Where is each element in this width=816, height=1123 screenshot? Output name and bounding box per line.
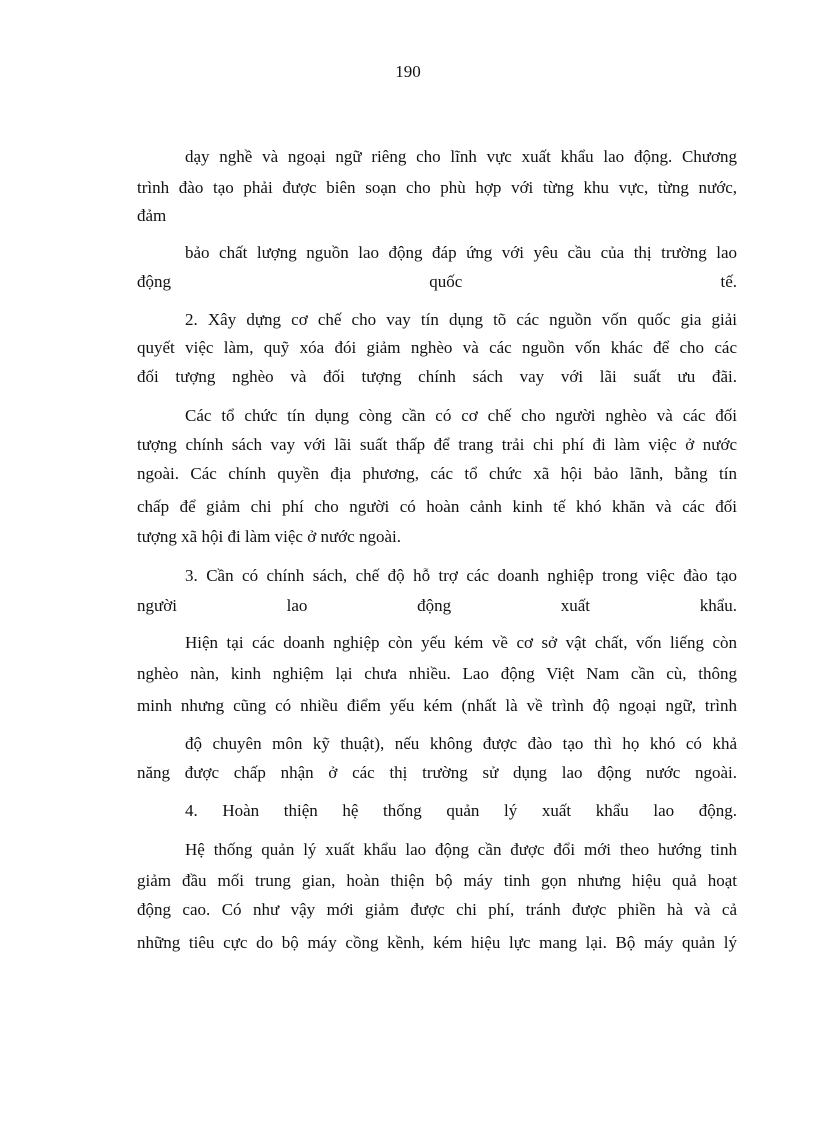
text-line: chấp để giảm chi phí cho người có hoàn cảnh kinh tế khó khăn và các đối: [137, 497, 737, 516]
text-line: dạy nghề và ngoại ngữ riêng cho lĩnh vực xuất khẩu lao động. Chương: [185, 147, 737, 166]
text-line: đối tượng nghèo và đối tượng chính sách vay với lãi suất ưu đãi.: [137, 367, 737, 386]
text-line: 2. Xây dựng cơ chế cho vay tín dụng tõ các nguồn vốn quốc gia giải: [185, 310, 737, 329]
text-line: ngoài. Các chính quyền địa phương, các tổ chức xã hội bảo lãnh, bằng tín: [137, 464, 737, 483]
text-line: động cao. Có như vậy mới giảm được chi phí, tránh được phiền hà và cả: [137, 900, 737, 919]
text-line: 3. Cần có chính sách, chế độ hỗ trợ các doanh nghiệp trong việc đào tạo: [185, 566, 737, 585]
text-line: năng được chấp nhận ở các thị trường sử dụng lao động nước ngoài.: [137, 763, 737, 782]
text-line: 4. Hoàn thiện hệ thống quản lý xuất khẩu lao động.: [185, 801, 737, 820]
text-line: tượng xã hội đi làm việc ở nước ngoài.: [137, 527, 401, 546]
text-line: bảo chất lượng nguồn lao động đáp ứng với yêu cầu của thị trường lao: [185, 243, 737, 262]
text-line: người lao động xuất khẩu.: [137, 596, 737, 615]
text-line: giảm đầu mối trung gian, hoàn thiện bộ máy tinh gọn nhưng hiệu quả hoạt: [137, 871, 737, 890]
text-line: Hệ thống quản lý xuất khẩu lao động cần được đổi mới theo hướng tinh: [185, 840, 737, 859]
text-line: động quốc tế.: [137, 272, 737, 291]
text-line: độ chuyên môn kỹ thuật), nếu không được đào tạo thì họ khó có khả: [185, 734, 737, 753]
text-line: trình đào tạo phải được biên soạn cho phù hợp với từng khu vực, từng nước,: [137, 178, 737, 197]
text-line: Hiện tại các doanh nghiệp còn yếu kém về cơ sở vật chất, vốn liếng còn: [185, 633, 737, 652]
text-line: tượng chính sách vay với lãi suất thấp để trang trải chi phí đi làm việc ở nước: [137, 435, 737, 454]
page-number: 190: [395, 62, 421, 81]
text-line: Các tổ chức tín dụng còng cần có cơ chế cho người nghèo và các đối: [185, 406, 737, 425]
text-line: nghèo nàn, kinh nghiệm lại chưa nhiều. Lao động Việt Nam cần cù, thông: [137, 664, 737, 683]
text-line: đảm: [137, 206, 167, 225]
text-line: quyết việc làm, quỹ xóa đói giảm nghèo và các nguồn vốn khác để cho các: [137, 338, 737, 357]
text-line: minh nhưng cũng có nhiều điểm yếu kém (nhất là về trình độ ngoại ngữ, trình: [137, 696, 737, 715]
text-line: những tiêu cực do bộ máy cồng kềnh, kém hiệu lực mang lại. Bộ máy quản lý: [137, 933, 737, 952]
